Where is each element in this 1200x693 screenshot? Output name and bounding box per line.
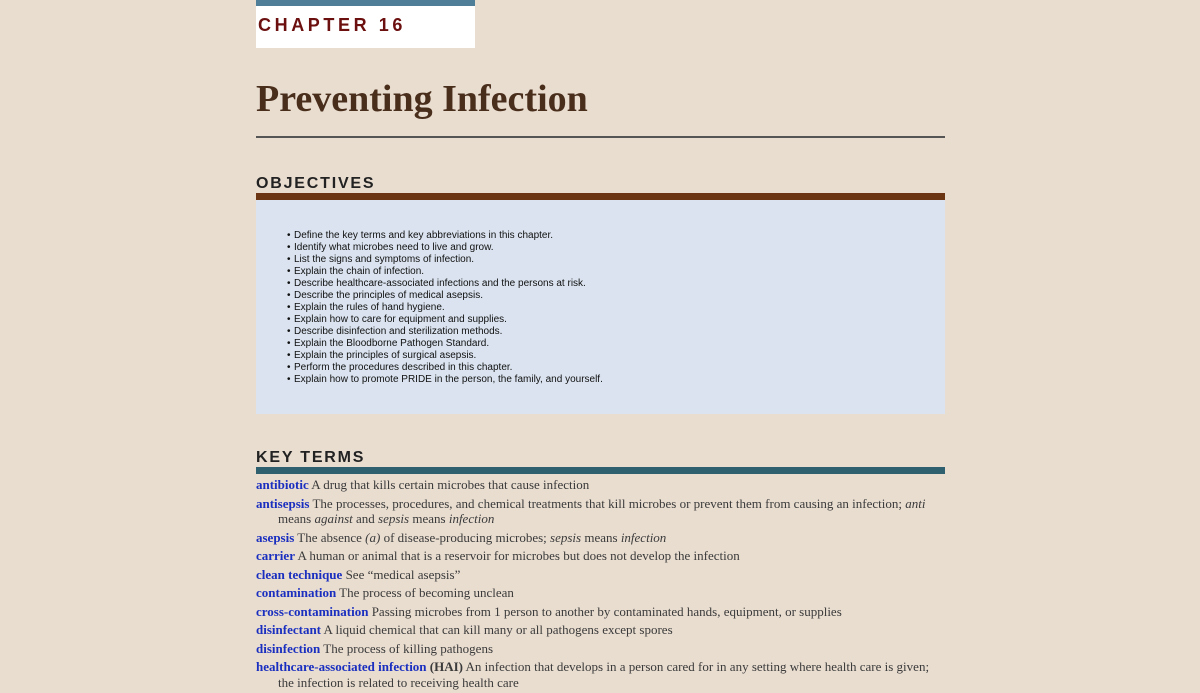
key-term-word: disinfectant [256,622,321,637]
bullet-icon: • [287,362,291,373]
key-term-entry [256,530,945,546]
key-term-definition: A liquid chemical that can kill many or all pathogens except spores [321,622,673,637]
objectives-heading: OBJECTIVES [256,175,376,192]
key-term-definition: See “medical asepsis” [342,566,461,582]
chapter-badge-bar [256,0,475,6]
key-term-definition: of disease-producing microbes; [380,529,551,545]
objective-text: Explain how to promote PRIDE in the person, the family, and yourself. [294,374,603,385]
key-term-definition: and [352,511,379,526]
key-term-definition: means [278,511,315,526]
chapter-title: Preventing Infection [256,78,588,120]
objective-item [287,326,603,338]
key-term-definition: (a) [365,529,381,545]
objective-text: Explain the principles of surgical asepsis. [294,350,477,361]
key-term-entry [256,659,945,690]
key-terms-heading: KEY TERMS [256,449,366,466]
key-term-definition: against [314,511,353,526]
bullet-icon: • [287,266,291,277]
bullet-icon: • [287,302,291,313]
objective-text: Define the key terms and key abbreviations in this chapter. [294,230,554,241]
key-term-word: disinfection [256,640,321,656]
objectives-bar [256,193,945,200]
bullet-icon: • [287,374,291,385]
objective-item [287,362,603,374]
objective-text: Explain the Bloodborne Pathogen Standard. [294,338,490,349]
key-term-definition: means [409,511,449,526]
objective-item [287,314,603,326]
key-term-definition: sepsis [378,511,410,526]
bullet-icon: • [287,350,291,361]
bullet-icon: • [287,338,291,349]
key-term-entry [256,548,945,564]
chapter-badge [256,0,475,48]
key-term-definition: The process of killing pathogens [320,640,493,656]
bullet-icon: • [287,290,291,301]
objective-text: Perform the procedures described in this chapter. [294,362,513,373]
objective-text: Describe disinfection and sterilization methods. [294,326,503,337]
bullet-icon: • [287,314,291,325]
objective-text: Explain the rules of hand hygiene. [294,302,445,313]
objective-item [287,230,603,242]
objectives-list [287,230,603,386]
key-term-entry [256,641,945,657]
objective-text: List the signs and symptoms of infection. [294,254,475,265]
key-term-word: asepsis [256,529,295,545]
key-term-definition: Passing microbes from 1 person to another by contaminated hands, equipment, or supplies [368,603,842,619]
objective-text: Identify what microbes need to live and grow. [294,242,494,253]
key-term-definition: infection [448,511,495,526]
key-term-definition: sepsis [550,529,582,545]
key-term-definition: An infection that develops in a person cared for in any setting where health care is given; the infection is related to receiving health care [278,659,930,690]
bullet-icon: • [287,326,291,337]
chapter-label: CHAPTER 16 [258,15,407,35]
key-term-definition: (HAI) [429,659,464,674]
bullet-icon: • [287,278,291,289]
bullet-icon: • [287,230,291,241]
key-term-word: healthcare-associated infection [256,659,427,674]
bullet-icon: • [287,242,291,253]
key-term-definition: anti [905,495,926,511]
objective-text: Describe the principles of medical asepsis. [294,290,483,301]
objective-item [287,350,603,362]
objective-text: Explain how to care for equipment and supplies. [294,314,507,325]
key-term-word: contamination [256,585,337,600]
key-term-definition: The process of becoming unclean [336,585,514,600]
objective-text: Describe healthcare-associated infections and the persons at risk. [294,278,586,289]
key-term-definition: A drug that kills certain microbes that cause infection [308,477,590,492]
key-term-word: clean technique [256,566,343,582]
key-term-entry [256,496,945,527]
key-term-entry [256,567,945,583]
objective-item [287,266,603,278]
key-terms-bar [256,467,945,474]
key-term-entry [256,622,945,638]
key-term-definition: A human or animal that is a reservoir for microbes but does not develop the infection [294,548,740,563]
key-term-definition: The processes, procedures, and chemical treatments that kill microbes or prevent them from causing an infection; [309,495,906,511]
key-term-entry [256,585,945,601]
title-divider [256,136,945,138]
key-term-word: antisepsis [256,495,310,511]
objective-item [287,338,603,350]
key-term-definition: means [581,529,621,545]
key-term-definition: infection [620,529,667,545]
key-term-word: carrier [256,548,295,563]
key-term-word: antibiotic [256,477,309,492]
key-term-definition: The absence [294,529,366,545]
objective-item [287,278,603,290]
objective-item [287,290,603,302]
objective-text: Explain the chain of infection. [294,266,425,277]
key-terms-list [256,477,945,693]
key-term-word: cross-contamination [256,603,369,619]
bullet-icon: • [287,254,291,265]
key-term-entry [256,477,945,493]
key-term-entry [256,604,945,620]
objective-item [287,254,603,266]
objectives-box [256,200,945,414]
objective-item [287,374,603,386]
objective-item [287,302,603,314]
objective-item [287,242,603,254]
